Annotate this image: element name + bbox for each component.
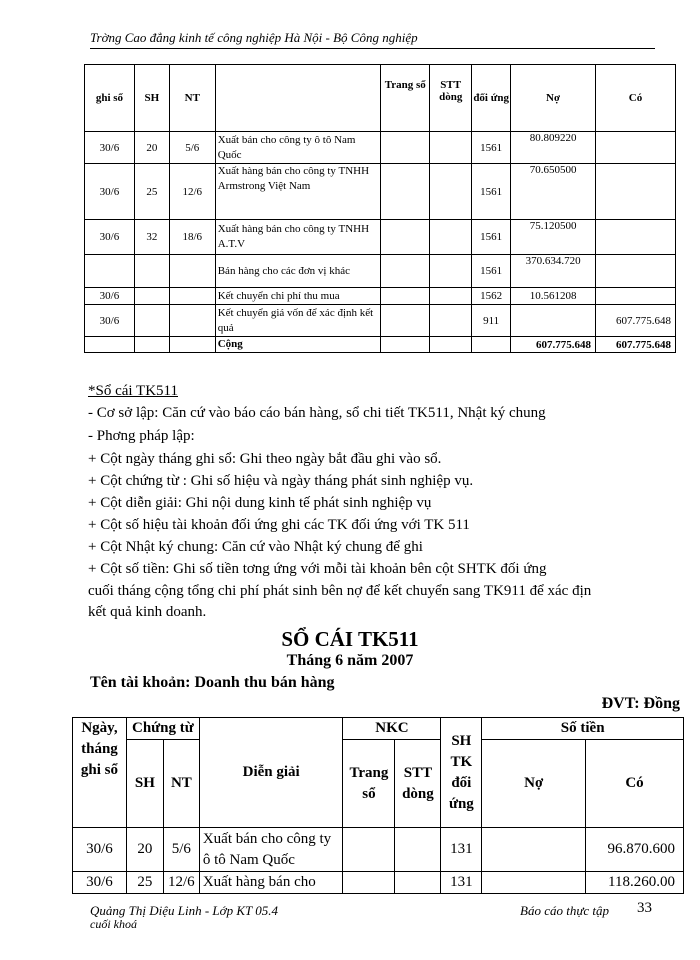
col-ngay: Ngày, tháng ghi sổ: [73, 718, 127, 828]
table-row: 30/6 Kết chuyển chi phí thu mua 1562 10.561208: [85, 288, 676, 305]
body-line: - Phơng pháp lập:: [88, 428, 195, 444]
col-trang-so: Trang sổ: [343, 740, 395, 828]
col-nkc: NKC: [343, 718, 441, 740]
col-doi-ung: đối ứng: [472, 65, 511, 132]
col-shtk: SH TK đối ứng: [441, 718, 482, 828]
col-so-tien: Số tiền: [482, 718, 684, 740]
col-trang-so: Trang sổ: [381, 65, 430, 132]
col-dien-giai: [215, 65, 381, 132]
col-no: Nợ: [482, 740, 586, 828]
col-co: Có: [586, 740, 684, 828]
table-row: 30/6 20 5/6 Xuất bán cho công ty ô tô Nam Quốc 1561 80.809220: [85, 132, 676, 164]
table-row: 30/6 32 18/6 Xuất hàng bán cho công ty TNHH A.T.V 1561 75.120500: [85, 220, 676, 255]
col-no: Nợ: [511, 65, 596, 132]
table-row: 30/6 Kết chuyển giá vốn để xác định kết quả 911 607.775.648: [85, 305, 676, 337]
col-chung-tu: Chứng từ: [126, 718, 199, 740]
footer-author: Quảng Thị Diệu Linh - Lớp KT 05.4: [90, 903, 279, 918]
account-name: Tên tài khoản: Doanh thu bán hàng: [90, 674, 335, 691]
total-row: Cộng 607.775.648 607.775.648: [85, 337, 676, 353]
table-row: 30/6 20 5/6 Xuất bán cho công ty ô tô Nam Quốc 131 96.870.600: [73, 828, 684, 872]
col-co: Có: [596, 65, 676, 132]
journal-table: [84, 64, 676, 353]
body-line: kết quả kinh doanh.: [88, 604, 207, 620]
page-number: 33: [637, 900, 652, 916]
page-header: Trờng Cao đẳng kinh tế công nghiệp Hà Nội - Bộ Công nghiệp: [90, 30, 655, 49]
ledger-title: SỔ CÁI TK511: [281, 627, 419, 651]
footer-report: Báo cáo thực tập: [520, 903, 610, 918]
ledger-subtitle: Tháng 6 năm 2007: [286, 652, 414, 669]
ledger-table: [72, 717, 684, 894]
col-stt-dong: STT dòng: [395, 740, 441, 828]
body-line: + Cột diễn giải: Ghi nội dung kinh tế phát sinh nghiệp vụ: [88, 495, 432, 511]
section-heading: *Sổ cái TK511: [88, 383, 178, 399]
body-line: + Cột số tiền: Ghi số tiền tơng ứng với mỗi tài khoản bên cột SHTK đối ứng: [88, 561, 547, 577]
col-sh: SH: [134, 65, 169, 132]
body-line: + Cột ngày tháng ghi sổ: Ghi theo ngày bắt đầu ghi vào sổ.: [88, 451, 442, 467]
table-row: 30/6 25 12/6 Xuất hàng bán cho công ty TNHH Armstrong Việt Nam 1561 70.650500: [85, 164, 676, 220]
body-line: - Cơ sở lập: Căn cứ vào báo cáo bán hàng, sổ chi tiết TK511, Nhật ký chung: [88, 405, 546, 421]
table-row: Bán hàng cho các đơn vị khác 1561 370.634.720: [85, 255, 676, 288]
col-sh: SH: [126, 740, 163, 828]
col-ghi-so: ghi sổ: [85, 65, 135, 132]
body-line: + Cột chứng từ : Ghi số hiệu và ngày tháng phát sinh nghiệp vụ.: [88, 473, 474, 489]
col-dien-giai: Diễn giải: [199, 718, 343, 828]
table-row: 30/6 25 12/6 Xuất hàng bán cho 131 118.260.00: [73, 872, 684, 894]
body-line: + Cột Nhật ký chung: Căn cứ vào Nhật ký chung để ghi: [88, 539, 423, 555]
unit-label: ĐVT: Đồng: [601, 695, 680, 712]
body-line: + Cột số hiệu tài khoản đối ứng ghi các TK đối ứng với TK 511: [88, 517, 470, 533]
body-line: cuối tháng cộng tổng chi phí phát sinh bên nợ để kết chuyển sang TK911 để xác địn: [88, 583, 592, 599]
footer-author-cont: cuối khoá: [90, 917, 137, 931]
col-nt: NT: [163, 740, 199, 828]
col-nt: NT: [169, 65, 215, 132]
col-stt-dong: STT dòng: [430, 65, 472, 132]
